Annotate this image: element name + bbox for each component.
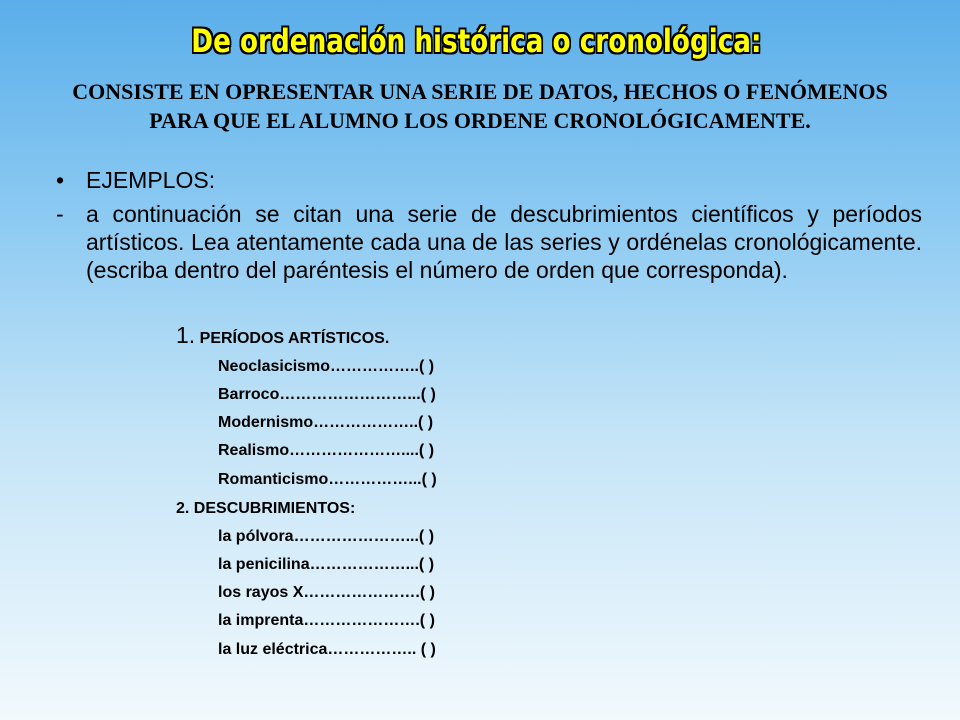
list-item: la penicilina………………...( ) (218, 556, 435, 573)
list-item: Romanticismo……………...( ) (218, 471, 437, 488)
section-number: 1. (176, 322, 196, 348)
section-heading-discoveries: 2. DESCUBRIMIENTOS: (176, 500, 356, 517)
list-item: Barroco……………………...( ) (218, 386, 436, 403)
slide-subtitle: CONSISTE EN OPRESENTAR UNA SERIE DE DATOS, HECHOS O FENÓMENOS PARA QUE EL ALUMNO LOS ORDENE CRONOLÓGICAMENTE. (72, 79, 888, 133)
list-item: Modernismo………………..( ) (218, 414, 434, 431)
list-item: los rayos X………………….( ) (218, 584, 435, 601)
bullet-icon: • (56, 167, 65, 193)
list-item: la imprenta………………….( ) (218, 612, 435, 629)
list-item: la luz eléctrica…………….. ( ) (218, 641, 436, 658)
instruction-text: a continuación se citan una serie de descubrimientos científicos y períodos artísticos. Lea atentamente cada una de las series y ordénelas cronológicamente. (escriba dentro del paréntesis el número de orden que corresponda). (86, 201, 922, 283)
section-heading-periods (176, 322, 389, 349)
section-heading-text: PERÍODOS ARTÍSTICOS. (199, 330, 390, 347)
dash-icon: - (56, 201, 64, 227)
slide-title: De ordenación histórica o cronológica: (191, 22, 762, 60)
examples-bullet (56, 167, 215, 194)
list-item: Neoclasicismo……………..( ) (218, 358, 435, 375)
examples-label: EJEMPLOS: (86, 167, 216, 193)
instruction-paragraph (56, 200, 922, 284)
list-item: Realismo…………………....( ) (218, 442, 435, 459)
list-item: la pólvora…………………...( ) (218, 528, 435, 545)
